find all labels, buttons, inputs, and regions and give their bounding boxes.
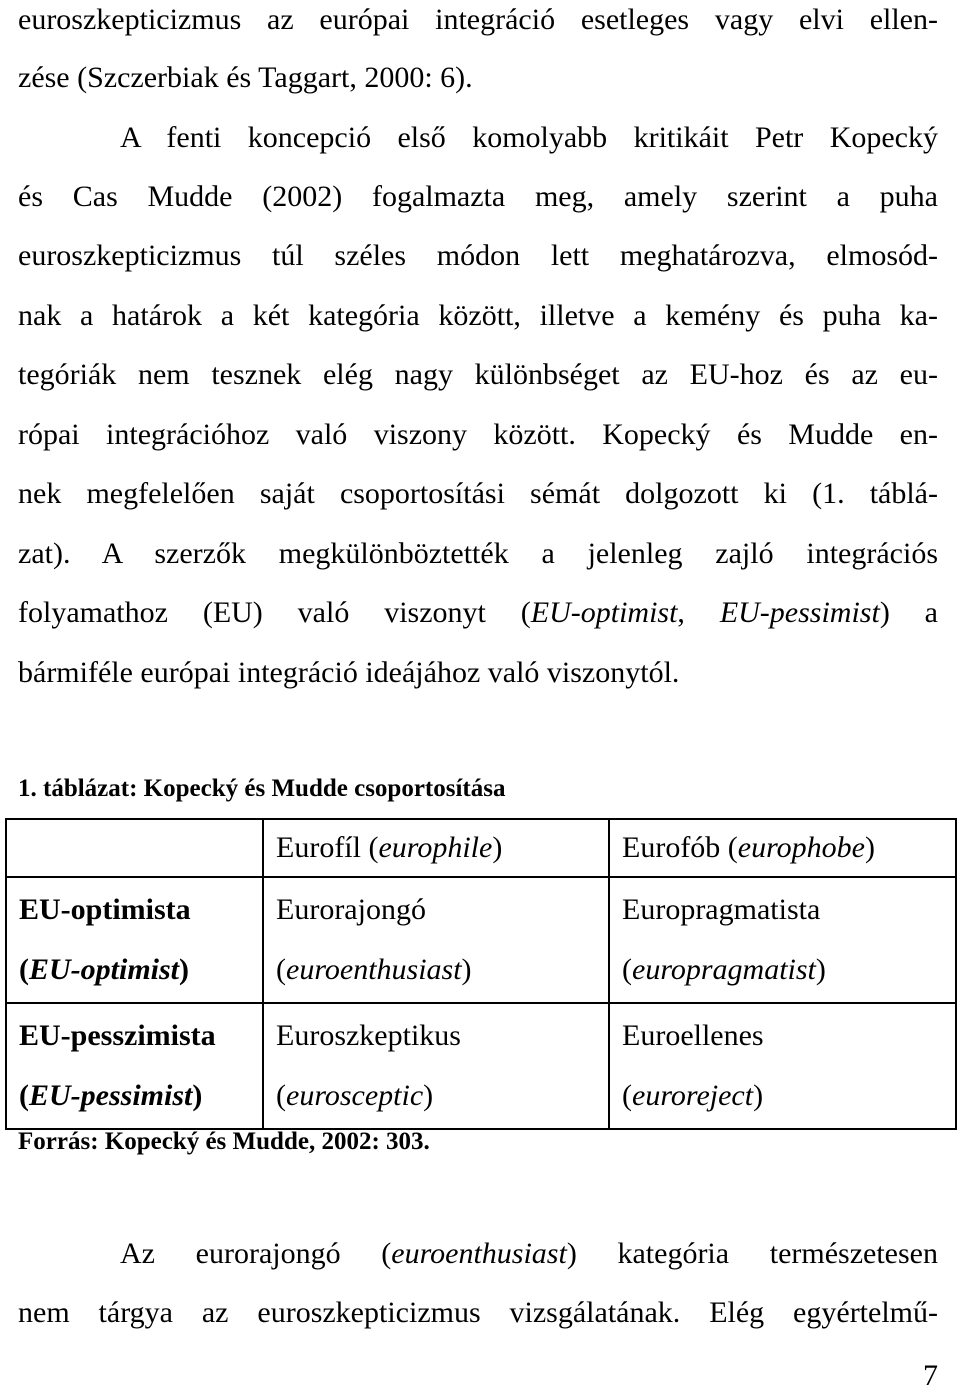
kopecky-mudde-table — [5, 818, 957, 1130]
cell-english-term: eurosceptic — [286, 1079, 424, 1112]
row-label-english-term: EU-optimist — [29, 953, 180, 986]
cell-english-term: euroenthusiast — [286, 953, 462, 986]
paragraph2-line3: euroszkepticizmus túl széles módon lett meghatározva, elmosód- — [18, 239, 938, 272]
paren-close: ) — [753, 1079, 764, 1112]
paragraph2-line4: nak a határok a két kategória között, illetve a kemény és puha ka- — [18, 299, 938, 332]
table-row — [6, 877, 956, 1003]
paren-close: ) — [461, 953, 472, 986]
cell-europragmatista — [609, 877, 956, 1003]
cell-main-term: Euroellenes — [622, 1019, 764, 1052]
paragraph2-line10: bármiféle európai integráció ideájához való viszonytól. — [18, 656, 680, 689]
page-number: 7 — [923, 1359, 938, 1392]
paragraph2-line9-mid: , — [677, 596, 720, 629]
cell-english — [276, 940, 596, 1000]
paragraph3-line1-post: ) kategória természetesen — [566, 1237, 938, 1270]
paren-open: ( — [19, 1079, 29, 1112]
row-label-main: EU-optimista — [19, 893, 191, 926]
row-label-main: EU-pesszimista — [19, 1019, 216, 1052]
cell-euroszkeptikus — [263, 1003, 609, 1129]
paragraph3-line1-pre: Az eurorajongó ( — [120, 1237, 392, 1270]
cell-english — [622, 1066, 943, 1126]
cell-main-term: Euroszkeptikus — [276, 1019, 461, 1052]
table-header-europhile — [263, 819, 609, 877]
paragraph1-line1: euroszkepticizmus az európai integráció esetleges vagy elvi ellen- — [18, 3, 938, 36]
table-header-empty — [6, 819, 263, 877]
paragraph2-line2: és Cas Mudde (2002) fogalmazta meg, amely szerint a puha — [18, 180, 938, 213]
cell-euroellenes — [609, 1003, 956, 1129]
cell-english-term: europragmatist — [632, 953, 816, 986]
paragraph2-line9-post: ) a — [879, 596, 938, 629]
paragraph3-line2: nem tárgya az euroszkepticizmus vizsgálatának. Elég egyértelmű- — [18, 1296, 938, 1329]
paragraph3-line1-euroenthusiast: euroenthusiast — [391, 1237, 567, 1270]
table-caption: 1. táblázat: Kopecký és Mudde csoportosítása — [18, 775, 506, 802]
table-source: Forrás: Kopecký és Mudde, 2002: 303. — [18, 1128, 430, 1155]
paren-close: ) — [192, 1079, 203, 1112]
paragraph2-line5: tegóriák nem tesznek elég nagy különbséget az EU-hoz és az eu- — [18, 358, 938, 391]
header-eurofil-close: ) — [492, 831, 503, 864]
paragraph2-line9-eu-optimist: EU-optimist — [530, 596, 678, 629]
header-europhile-term: europhile — [378, 831, 493, 864]
cell-main-term: Europragmatista — [622, 893, 821, 926]
paragraph2-line6: rópai integrációhoz való viszony között. Kopecký és Mudde en- — [18, 418, 938, 451]
paragraph1-line2: zése (Szczerbiak és Taggart, 2000: 6). — [18, 61, 473, 94]
table-header-europhobe — [609, 819, 956, 877]
cell-english-term: euroreject — [632, 1079, 754, 1112]
row-label-eu-optimista — [6, 877, 263, 1003]
row-label-english-term: EU-pessimist — [29, 1079, 193, 1112]
paragraph2-line9-eu-pessimist: EU-pessimist — [719, 596, 880, 629]
paragraph2-line9-pre: folyamathoz (EU) való viszonyt ( — [18, 596, 531, 629]
paragraph3-line1 — [120, 1236, 938, 1272]
paragraph2-line7: nek megfelelően saját csoportosítási sémát dolgozott ki (1. táblá- — [18, 477, 938, 510]
cell-english — [622, 940, 943, 1000]
paren-open: ( — [622, 1079, 632, 1112]
paragraph2-line9 — [18, 595, 938, 631]
row-label-english — [19, 940, 250, 1000]
header-eurofob-label: Eurofób ( — [622, 831, 738, 864]
paren-close: ) — [815, 953, 826, 986]
paren-open: ( — [276, 1079, 286, 1112]
paren-open: ( — [622, 953, 632, 986]
cell-english — [276, 1066, 596, 1126]
cell-eurorajongo — [263, 877, 609, 1003]
paragraph2-line8: zat). A szerzők megkülönböztették a jelenleg zajló integrációs — [18, 537, 938, 570]
table-header-row — [6, 819, 956, 877]
paren-close: ) — [179, 953, 190, 986]
header-eurofob-close: ) — [865, 831, 875, 864]
cell-main-term: Eurorajongó — [276, 893, 426, 926]
paren-close: ) — [423, 1079, 434, 1112]
row-label-english — [19, 1066, 250, 1126]
paragraph2-line1: A fenti koncepció első komolyabb kritikáit Petr Kopecký — [120, 121, 938, 154]
header-eurofil-label: Eurofíl ( — [276, 831, 379, 864]
header-europhobe-term: europhobe — [737, 831, 865, 864]
row-label-eu-pesszimista — [6, 1003, 263, 1129]
table-row — [6, 1003, 956, 1129]
paren-open: ( — [276, 953, 286, 986]
paren-open: ( — [19, 953, 29, 986]
